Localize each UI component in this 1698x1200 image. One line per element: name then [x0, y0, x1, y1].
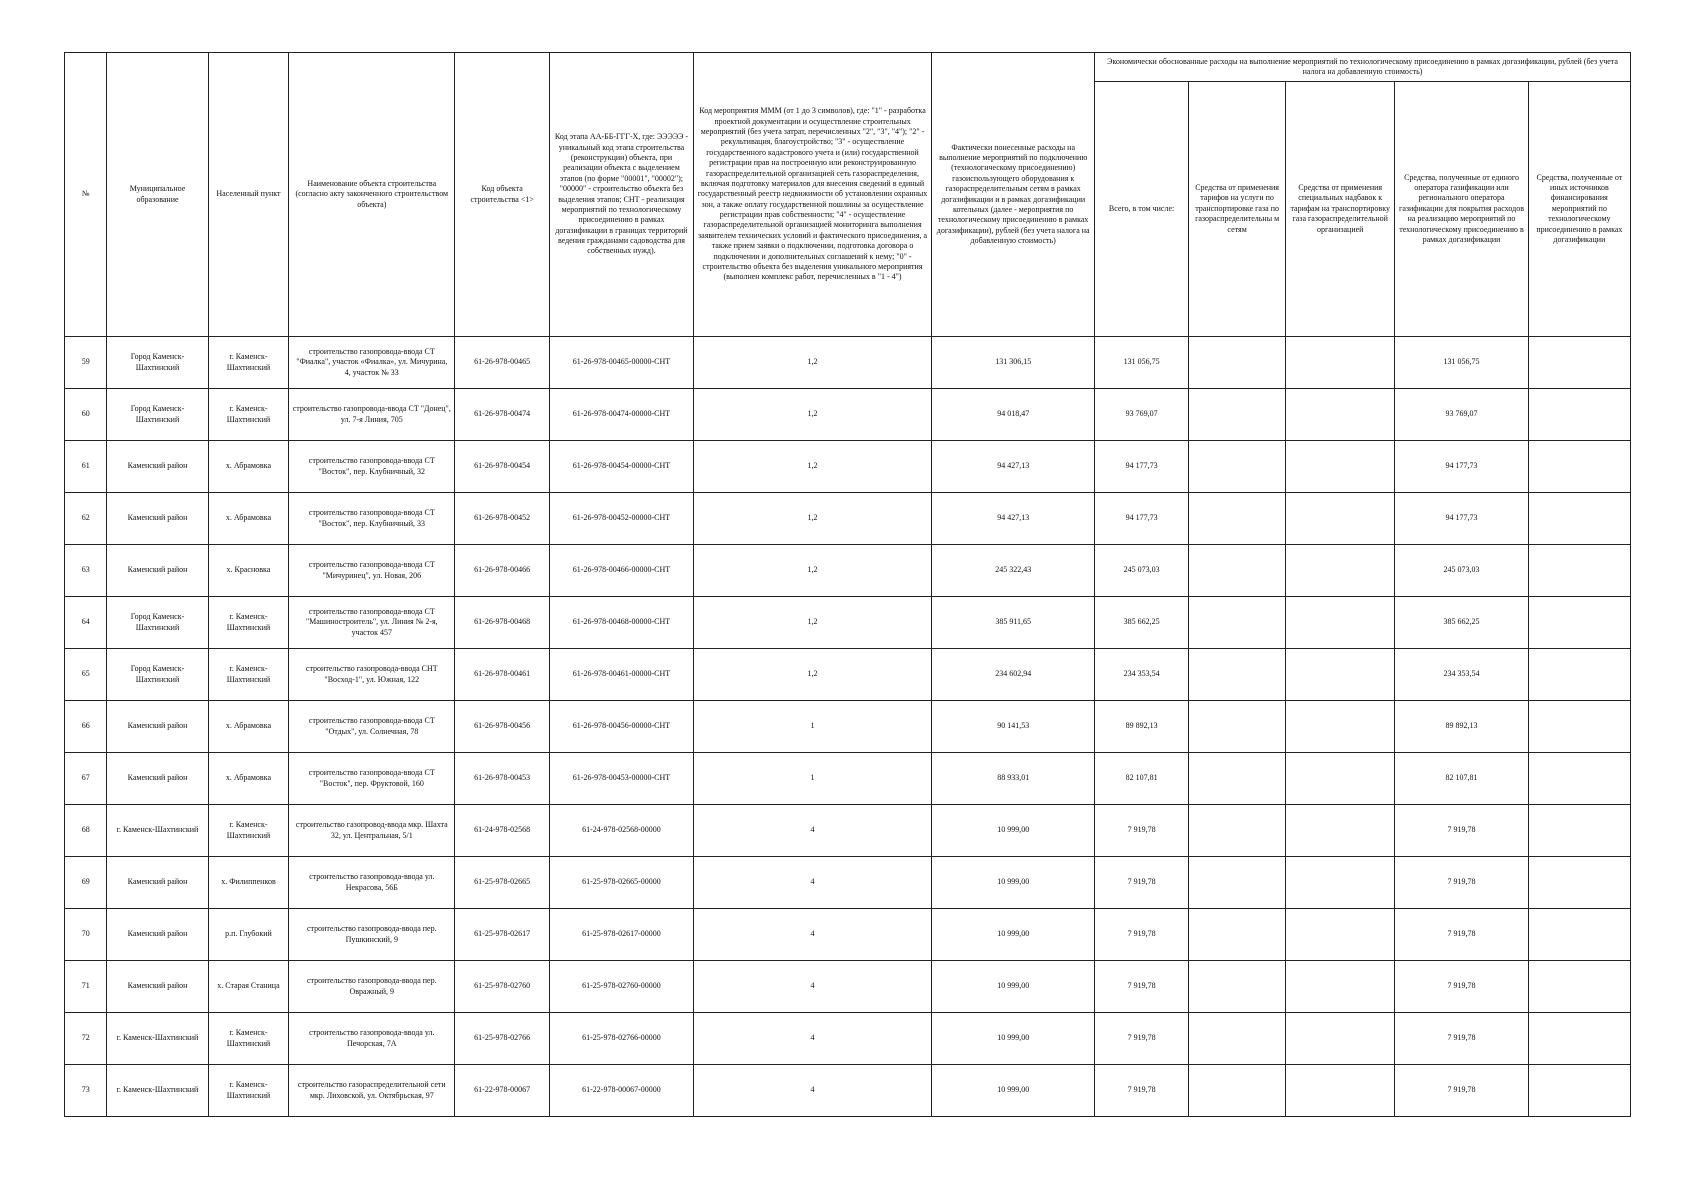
cell-other-funds: [1528, 701, 1630, 753]
cell-object-code: 61-26-978-00468: [455, 597, 550, 649]
cell-municipality: Каменский район: [107, 753, 208, 805]
cell-object-code: 61-25-978-02617: [455, 909, 550, 961]
table-row: [65, 753, 1631, 805]
cell-no: 64: [65, 597, 107, 649]
cell-surcharge-funds: [1286, 649, 1395, 701]
col-header-no: №: [65, 53, 107, 337]
cell-object: строительство газопровода-ввода СТ "Восток", пер. Фруктовой, 160: [289, 753, 455, 805]
cell-object: строительство газопровода-ввода пер. Овражный, 9: [289, 961, 455, 1013]
cell-no: 59: [65, 337, 107, 389]
cell-stage-code: 61-26-978-00474-00000-СНТ: [550, 389, 694, 441]
cell-total: 7 919,78: [1095, 1065, 1189, 1117]
table-row: [65, 545, 1631, 597]
cell-other-funds: [1528, 337, 1630, 389]
cell-settlement: г. Каменск-Шахтинский: [208, 337, 289, 389]
table-body: [65, 337, 1631, 1117]
cell-object: строительство газопровода-ввода СТ "Восток", пер. Клубничный, 33: [289, 493, 455, 545]
col-header-surcharge-funds: Средства от применения специальных надбавок к тарифам на транспортировку газа газораспределительной организацией: [1286, 82, 1395, 337]
cell-tariff-funds: [1189, 389, 1286, 441]
table-row: [65, 961, 1631, 1013]
cell-total: 89 892,13: [1095, 701, 1189, 753]
cell-other-funds: [1528, 805, 1630, 857]
cell-total: 93 769,07: [1095, 389, 1189, 441]
cell-actual-costs: 10 999,00: [932, 1065, 1095, 1117]
cell-surcharge-funds: [1286, 441, 1395, 493]
cell-actual-costs: 94 018,47: [932, 389, 1095, 441]
cell-actual-costs: 10 999,00: [932, 909, 1095, 961]
col-header-other-funds: Средства, полученные от иных источников финансирования мероприятий по технологическому присоединению в рамках догазификации: [1528, 82, 1630, 337]
cell-actual-costs: 88 933,01: [932, 753, 1095, 805]
cell-object-code: 61-26-978-00456: [455, 701, 550, 753]
cell-settlement: х. Абрамовка: [208, 441, 289, 493]
col-header-settlement: Населенный пункт: [208, 53, 289, 337]
col-header-tariff-funds: Средства от применения тарифов на услуги по транспортировке газа по газораспределительны м сетям: [1189, 82, 1286, 337]
cell-total: 385 662,25: [1095, 597, 1189, 649]
cell-object-code: 61-26-978-00466: [455, 545, 550, 597]
cell-tariff-funds: [1189, 1013, 1286, 1065]
cell-event-code: 1,2: [693, 441, 932, 493]
cell-stage-code: 61-24-978-02568-00000: [550, 805, 694, 857]
cell-tariff-funds: [1189, 1065, 1286, 1117]
cell-actual-costs: 245 322,43: [932, 545, 1095, 597]
cell-total: 7 919,78: [1095, 1013, 1189, 1065]
cell-operator-funds: 93 769,07: [1395, 389, 1528, 441]
cell-surcharge-funds: [1286, 545, 1395, 597]
cell-object: строительство газопровода-ввода ул. Печорская, 7А: [289, 1013, 455, 1065]
table-row: [65, 389, 1631, 441]
cell-settlement: х. Красновка: [208, 545, 289, 597]
cell-object: строительство газопровода-ввода пер. Пушкинский, 9: [289, 909, 455, 961]
cell-operator-funds: 89 892,13: [1395, 701, 1528, 753]
cell-surcharge-funds: [1286, 909, 1395, 961]
cell-total: 7 919,78: [1095, 909, 1189, 961]
cell-stage-code: 61-26-978-00453-00000-СНТ: [550, 753, 694, 805]
cell-settlement: х. Филиппенков: [208, 857, 289, 909]
cell-stage-code: 61-25-978-02617-00000: [550, 909, 694, 961]
cell-tariff-funds: [1189, 701, 1286, 753]
cell-other-funds: [1528, 1065, 1630, 1117]
cell-event-code: 1,2: [693, 649, 932, 701]
cell-no: 60: [65, 389, 107, 441]
cell-object-code: 61-25-978-02766: [455, 1013, 550, 1065]
cost-table: [64, 52, 1631, 1117]
cell-municipality: Город Каменск-Шахтинский: [107, 389, 208, 441]
cell-stage-code: 61-26-978-00468-00000-СНТ: [550, 597, 694, 649]
cell-other-funds: [1528, 649, 1630, 701]
table-row: [65, 701, 1631, 753]
cell-object: строительство газопровода-ввода СТ "Восток", пер. Клубничный, 32: [289, 441, 455, 493]
cell-operator-funds: 385 662,25: [1395, 597, 1528, 649]
cell-no: 69: [65, 857, 107, 909]
cell-no: 61: [65, 441, 107, 493]
cell-object-code: 61-22-978-00067: [455, 1065, 550, 1117]
cell-operator-funds: 7 919,78: [1395, 961, 1528, 1013]
table-row: [65, 1065, 1631, 1117]
cell-settlement: г. Каменск-Шахтинский: [208, 649, 289, 701]
col-header-group-title: Экономически обоснованные расходы на выполнение мероприятий по технологическому присоединению в рамках догазификации, рублей (без учета налога на добавленную стоимость): [1095, 53, 1631, 82]
cell-surcharge-funds: [1286, 493, 1395, 545]
cell-other-funds: [1528, 597, 1630, 649]
cell-surcharge-funds: [1286, 857, 1395, 909]
cell-operator-funds: 94 177,73: [1395, 493, 1528, 545]
cell-surcharge-funds: [1286, 961, 1395, 1013]
cell-stage-code: 61-26-978-00461-00000-СНТ: [550, 649, 694, 701]
cell-other-funds: [1528, 441, 1630, 493]
cell-actual-costs: 94 427,13: [932, 493, 1095, 545]
col-header-total: Всего, в том числе:: [1095, 82, 1189, 337]
cell-no: 71: [65, 961, 107, 1013]
cell-stage-code: 61-25-978-02665-00000: [550, 857, 694, 909]
table-row: [65, 1013, 1631, 1065]
cell-actual-costs: 94 427,13: [932, 441, 1095, 493]
cell-tariff-funds: [1189, 493, 1286, 545]
cell-no: 62: [65, 493, 107, 545]
cell-total: 94 177,73: [1095, 441, 1189, 493]
table-row: [65, 805, 1631, 857]
cell-total: 7 919,78: [1095, 805, 1189, 857]
cell-event-code: 4: [693, 909, 932, 961]
cell-no: 73: [65, 1065, 107, 1117]
cell-operator-funds: 7 919,78: [1395, 909, 1528, 961]
cell-no: 70: [65, 909, 107, 961]
cell-object-code: 61-26-978-00453: [455, 753, 550, 805]
cell-actual-costs: 90 141,53: [932, 701, 1095, 753]
cell-operator-funds: 131 056,75: [1395, 337, 1528, 389]
cell-municipality: Каменский район: [107, 493, 208, 545]
cell-no: 67: [65, 753, 107, 805]
cell-operator-funds: 245 073,03: [1395, 545, 1528, 597]
cell-stage-code: 61-26-978-00456-00000-СНТ: [550, 701, 694, 753]
cell-object: строительство газопровода-ввода СТ "Фиалка", участок «Фиалка», ул. Мичурина, 4, участок № 33: [289, 337, 455, 389]
cell-object: строительство газопровода-ввода СТ "Машиностроитель", ул. Линия № 2-я, участок 457: [289, 597, 455, 649]
table-row: [65, 909, 1631, 961]
cell-surcharge-funds: [1286, 337, 1395, 389]
cell-object: строительство газопровода-ввода ул. Некрасова, 56Б: [289, 857, 455, 909]
cell-surcharge-funds: [1286, 805, 1395, 857]
cell-event-code: 4: [693, 1013, 932, 1065]
cell-event-code: 4: [693, 961, 932, 1013]
col-header-event-code: Код мероприятия МММ (от 1 до 3 символов), где: "1" - разработка проектной документации и осуществление строительных мероприятий (без учета затрат, перечисленных "2", "3", "4"); "2" - рекультивация, благоустройство; "3" - осуществление государственного кадастрового учета и (или) государственной регистрации прав на построенную или реконструированную газораспределительной организацией сеть газораспределения, включая подготовку материалов для внесения сведений в единый государственный реестр недвижимости об установлении охранных зон, а также оплату государственной пошлины за осуществление регистрации прав собственности; "4" - осуществление газораспределительной организацией мониторинга выполнения заявителем технических условий и фактического присоединения, а также прием заявки о подключении, подготовка договора о подключении и дополнительных соглашений к нему; "0" - строительство объекта без выделения уникального мероприятия (выполнен комплекс работ, перечисленных в "1 - 4"): [693, 53, 932, 337]
cell-total: 245 073,03: [1095, 545, 1189, 597]
cell-tariff-funds: [1189, 805, 1286, 857]
cell-operator-funds: 7 919,78: [1395, 805, 1528, 857]
cell-surcharge-funds: [1286, 597, 1395, 649]
cell-object-code: 61-26-978-00454: [455, 441, 550, 493]
cell-other-funds: [1528, 493, 1630, 545]
cell-object-code: 61-25-978-02760: [455, 961, 550, 1013]
col-header-object-name: Наименование объекта строительства (согласно акту законченного строительством объекта): [289, 53, 455, 337]
cell-municipality: Каменский район: [107, 701, 208, 753]
cell-other-funds: [1528, 545, 1630, 597]
cell-settlement: р.п. Глубокий: [208, 909, 289, 961]
cell-surcharge-funds: [1286, 1013, 1395, 1065]
cell-no: 72: [65, 1013, 107, 1065]
cell-total: 7 919,78: [1095, 961, 1189, 1013]
cell-event-code: 1: [693, 753, 932, 805]
cell-event-code: 1,2: [693, 545, 932, 597]
cell-total: 131 056,75: [1095, 337, 1189, 389]
cell-stage-code: 61-25-978-02760-00000: [550, 961, 694, 1013]
cell-stage-code: 61-25-978-02766-00000: [550, 1013, 694, 1065]
cell-object-code: 61-26-978-00461: [455, 649, 550, 701]
cell-no: 68: [65, 805, 107, 857]
cell-tariff-funds: [1189, 337, 1286, 389]
table-row: [65, 649, 1631, 701]
cell-operator-funds: 82 107,81: [1395, 753, 1528, 805]
cell-settlement: г. Каменск-Шахтинский: [208, 1013, 289, 1065]
cell-settlement: х. Абрамовка: [208, 701, 289, 753]
cell-municipality: г. Каменск-Шахтинский: [107, 1065, 208, 1117]
cell-actual-costs: 131 306,15: [932, 337, 1095, 389]
cell-object-code: 61-26-978-00465: [455, 337, 550, 389]
table-row: [65, 597, 1631, 649]
cell-municipality: Каменский район: [107, 961, 208, 1013]
cell-actual-costs: 10 999,00: [932, 961, 1095, 1013]
cell-actual-costs: 234 602,94: [932, 649, 1095, 701]
cell-operator-funds: 94 177,73: [1395, 441, 1528, 493]
cell-other-funds: [1528, 909, 1630, 961]
cell-object: строительство газопровод-ввода мкр. Шахта 32, ул. Центральная, 5/1: [289, 805, 455, 857]
cell-municipality: Город Каменск-Шахтинский: [107, 597, 208, 649]
cell-object: строительство газопровода-ввода СТ "Мичуринец", ул. Новая, 206: [289, 545, 455, 597]
cell-municipality: Город Каменск-Шахтинский: [107, 337, 208, 389]
table-row: [65, 337, 1631, 389]
cell-settlement: х. Абрамовка: [208, 753, 289, 805]
cell-event-code: 1,2: [693, 597, 932, 649]
cell-total: 7 919,78: [1095, 857, 1189, 909]
cell-no: 63: [65, 545, 107, 597]
col-header-actual-costs: Фактически понесенные расходы на выполнение мероприятий по подключению (технологическому присоединению) газоиспользующего оборудования к газораспределительным сетям в рамках догазификации и в рамках догазификации котельных (далее - мероприятия по технологическому присоединению в рамках догазификации), рублей (без учета налога на добавленную стоимость): [932, 53, 1095, 337]
cell-stage-code: 61-22-978-00067-00000: [550, 1065, 694, 1117]
cell-object-code: 61-26-978-00452: [455, 493, 550, 545]
cell-no: 66: [65, 701, 107, 753]
cell-other-funds: [1528, 961, 1630, 1013]
cell-municipality: Каменский район: [107, 857, 208, 909]
cell-settlement: х. Старая Станица: [208, 961, 289, 1013]
cell-surcharge-funds: [1286, 389, 1395, 441]
col-header-municipality: Муниципальное образование: [107, 53, 208, 337]
cell-tariff-funds: [1189, 753, 1286, 805]
table-row: [65, 493, 1631, 545]
cell-stage-code: 61-26-978-00454-00000-СНТ: [550, 441, 694, 493]
cell-no: 65: [65, 649, 107, 701]
cell-tariff-funds: [1189, 545, 1286, 597]
cell-surcharge-funds: [1286, 753, 1395, 805]
cell-event-code: 4: [693, 805, 932, 857]
cell-object-code: 61-24-978-02568: [455, 805, 550, 857]
cell-surcharge-funds: [1286, 701, 1395, 753]
cell-object: строительство газопровода-ввода СНТ "Восход-1", ул. Южная, 122: [289, 649, 455, 701]
cell-tariff-funds: [1189, 909, 1286, 961]
cell-actual-costs: 10 999,00: [932, 805, 1095, 857]
cell-total: 234 353,54: [1095, 649, 1189, 701]
cell-other-funds: [1528, 857, 1630, 909]
table-row: [65, 857, 1631, 909]
cell-event-code: 1,2: [693, 389, 932, 441]
col-header-object-code: Код объекта строительства <1>: [455, 53, 550, 337]
cell-tariff-funds: [1189, 441, 1286, 493]
cell-surcharge-funds: [1286, 1065, 1395, 1117]
cell-event-code: 1: [693, 701, 932, 753]
cell-tariff-funds: [1189, 961, 1286, 1013]
cell-stage-code: 61-26-978-00466-00000-СНТ: [550, 545, 694, 597]
cell-other-funds: [1528, 753, 1630, 805]
cell-object-code: 61-25-978-02665: [455, 857, 550, 909]
table-header: [65, 53, 1631, 337]
cell-municipality: Каменский район: [107, 441, 208, 493]
cell-object: строительство газопровода-ввода СТ "Донец", ул. 7-я Линия, 705: [289, 389, 455, 441]
cell-event-code: 1,2: [693, 337, 932, 389]
cell-settlement: г. Каменск-Шахтинский: [208, 389, 289, 441]
cell-object-code: 61-26-978-00474: [455, 389, 550, 441]
cell-stage-code: 61-26-978-00465-00000-СНТ: [550, 337, 694, 389]
cell-municipality: Город Каменск-Шахтинский: [107, 649, 208, 701]
cell-tariff-funds: [1189, 649, 1286, 701]
cell-event-code: 4: [693, 857, 932, 909]
col-header-stage-code: Код этапа АА-ББ-ГГГ-Х, где: ЭЭЭЭЭ - уникальный код этапа строительства (реконструкции) объекта, при реализации объекта с выделением этапов (по форме "00001", "00002"); "00000" - строительство объекта без выделения этапов; СНТ - реализация мероприятий по технологическому присоединению в рамках догазификации в границах территорий ведения гражданами садоводства для собственных нужд).: [550, 53, 694, 337]
cell-tariff-funds: [1189, 857, 1286, 909]
cell-event-code: 1,2: [693, 493, 932, 545]
cell-actual-costs: 10 999,00: [932, 857, 1095, 909]
cell-municipality: г. Каменск-Шахтинский: [107, 805, 208, 857]
cell-object: строительство газопровода-ввода СТ "Отдых", ул. Солнечная, 78: [289, 701, 455, 753]
cell-total: 94 177,73: [1095, 493, 1189, 545]
cell-settlement: г. Каменск-Шахтинский: [208, 597, 289, 649]
cell-settlement: х. Абрамовка: [208, 493, 289, 545]
cell-municipality: Каменский район: [107, 545, 208, 597]
cell-actual-costs: 385 911,65: [932, 597, 1095, 649]
cell-operator-funds: 7 919,78: [1395, 1013, 1528, 1065]
cell-total: 82 107,81: [1095, 753, 1189, 805]
cell-operator-funds: 7 919,78: [1395, 857, 1528, 909]
cell-operator-funds: 7 919,78: [1395, 1065, 1528, 1117]
cell-event-code: 4: [693, 1065, 932, 1117]
table-row: [65, 441, 1631, 493]
cell-municipality: г. Каменск-Шахтинский: [107, 1013, 208, 1065]
cell-settlement: г. Каменск-Шахтинский: [208, 805, 289, 857]
cell-actual-costs: 10 999,00: [932, 1013, 1095, 1065]
cell-municipality: Каменский район: [107, 909, 208, 961]
cell-operator-funds: 234 353,54: [1395, 649, 1528, 701]
col-header-operator-funds: Средства, полученные от единого оператора газификации или регионального оператора газификации для покрытия расходов на реализацию мероприятий по технологическому присоединению в рамках догазификации: [1395, 82, 1528, 337]
cell-tariff-funds: [1189, 597, 1286, 649]
cell-other-funds: [1528, 1013, 1630, 1065]
cell-stage-code: 61-26-978-00452-00000-СНТ: [550, 493, 694, 545]
cell-other-funds: [1528, 389, 1630, 441]
cell-object: строительство газораспределительной сети мкр. Лиховской, ул. Октябрьская, 97: [289, 1065, 455, 1117]
cell-settlement: г. Каменск-Шахтинский: [208, 1065, 289, 1117]
